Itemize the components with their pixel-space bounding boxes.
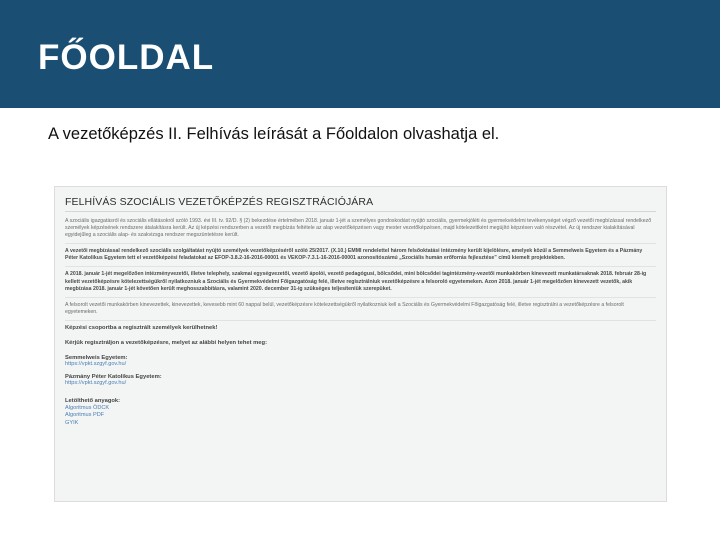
ppke-label: Pázmány Péter Katolikus Egyetem: bbox=[65, 373, 162, 380]
website-screenshot bbox=[54, 186, 667, 502]
group-note: Képzési csoportba a regisztrált személyek kerülhetnek! bbox=[65, 324, 218, 331]
semmelweis-label: Semmelweis Egyetem: bbox=[65, 354, 128, 361]
semmelweis-link[interactable]: https://vpkt.szgyf.gov.hu/ bbox=[65, 360, 127, 367]
download-link-pdf[interactable]: Algoritmus PDF bbox=[65, 412, 105, 419]
header-bar bbox=[0, 0, 720, 108]
subtitle: A vezetőképzés II. Felhívás leírását a Főoldalon olvashatja el. bbox=[48, 125, 500, 143]
paragraph-3: A 2018. január 1-jét megelőzően intézményvezetői, illetve telephely, szakmai egységvezetői, vezető ápolói, vezető pedagógusi, bölcsődei, mini bölcsődei tagintézmény-vezetői munkakörben kinevezett munkatársaknak 2018. február 28-ig kellett vezetőképzésre kötelezettségükről nyilatkozniuk a Szociális és Gyermekvédelmi Főigazgatóság felé, illetve regisztrálniuk vezetőképzésre a felsoroló egyetemeken. Azon 2018. január 1-jét megelőzően kinevezett vezetők, akik megbízása 2018. január 1-jét követően került meghosszabbításra, valamint 2020. december 31-ig szükséges teljesíteniük szerepüket. bbox=[65, 271, 656, 297]
downloads-title: Letölthető anyagok: bbox=[65, 397, 121, 404]
page-title: FŐOLDAL bbox=[38, 38, 215, 77]
ppke-link[interactable]: https://vpkt.szgyf.gov.hu/ bbox=[65, 379, 127, 386]
paragraph-4: A felsorolt vezetői munkakörben kinevezettek, kinevezettek, kevesebb mint 60 nappal belül, vezetőképzésre kötelezettségükről nyilatkozniuk kell a Szociális és Gyermekvédelmi Főigazgatóság felé, illetve regisztrálni a vezetőképzésre a felsorolt egyetemeken. bbox=[65, 302, 656, 321]
registration-note: Kérjük regisztráljon a vezetőképzésre, melyet az alábbi helyen tehet meg: bbox=[65, 339, 267, 346]
download-link-gyik[interactable]: GYIK bbox=[65, 419, 79, 426]
download-link-odck[interactable]: Algoritmus ÖDCK bbox=[65, 404, 110, 411]
screenshot-heading: FELHÍVÁS SZOCIÁLIS VEZETŐKÉPZÉS REGISZTRÁCIÓJÁRA bbox=[65, 196, 656, 212]
screenshot-content bbox=[65, 196, 656, 427]
paragraph-2: A vezetői megbízással rendelkező szociális szolgáltatást nyújtó személyek vezetőképzéséről szóló 25/2017. (X.10.) EMMI rendelettel három felsőoktatási intézmény került kijelölésre, amelyek közül a Semmelweis Egyetem és a Pázmány Péter Katolikus Egyetem tett el vezetőképzési feladatokat az EFOP-3.8.2-16-2016-00001 és VEKOP-7.3.1-16-2016-00001 azonosítószámú „Szociális humán erőforrás fejlesztése” című kiemelt projektekben. bbox=[65, 248, 656, 267]
paragraph-1: A szociális igazgatásról és szociális ellátásokról szóló 1993. évi III. tv. 92/D. § (2) bekezdése értelmében 2018. január 1-jét a személyes gondoskodást nyújtó szociális, gyermekjóléti és gyermekvédelmi tevékenységet végző vezetői megbízással rendelkező személyek képzésének rendszere átalakításra került. Az új képzési rendszerben a vezetői megbízás feltétele az alap vezetőképzésen vagy mester vezetőképzésen, majd kötelezettként megújító képzésen való részvétel. Az új rendszer kialakításával egyidejűleg a szociális alap- és szakvizsga rendszer megszüntetésre került. bbox=[65, 218, 656, 244]
